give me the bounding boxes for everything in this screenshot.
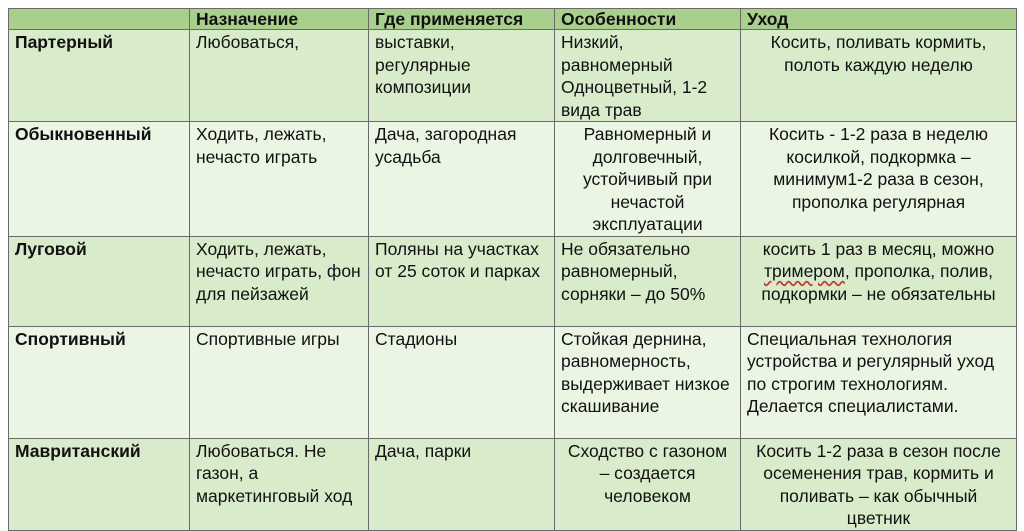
cell-where: Дача, парки	[369, 438, 555, 530]
cell-where: Дача, загородная усадьба	[369, 122, 555, 237]
cell-features: Стойкая дернина, равномерность, выдерживает низкое скашивание	[555, 326, 741, 438]
header-where: Где применяется	[369, 9, 555, 30]
header-features: Особенности	[555, 9, 741, 30]
row-name: Луговой	[9, 236, 190, 326]
care-text-c: , прополка, полив, подкормки – не обязательны	[761, 261, 996, 304]
table-row	[9, 30, 1017, 122]
cell-care	[741, 236, 1017, 326]
table-row	[9, 122, 1017, 237]
cell-purpose: Любоваться,	[190, 30, 369, 122]
header-row	[9, 9, 1017, 30]
spellcheck-word: тримером	[764, 261, 845, 281]
cell-care: Косить - 1-2 раза в неделю косилкой, подкормка – минимум1-2 раза в сезон, прополка регулярная	[741, 122, 1017, 237]
cell-purpose: Ходить, лежать, нечасто играть	[190, 122, 369, 237]
cell-care: Косить, поливать кормить, полоть каждую неделю	[741, 30, 1017, 122]
care-text-a: косить 1 раз в месяц, можно	[762, 238, 995, 259]
header-purpose: Назначение	[190, 9, 369, 30]
cell-purpose: Спортивные игры	[190, 326, 369, 438]
table-row	[9, 326, 1017, 438]
cell-purpose: Любоваться. Не газон, а маркетинговый ход	[190, 438, 369, 530]
cell-where: Поляны на участках от 25 соток и парках	[369, 236, 555, 326]
header-cell-empty	[9, 9, 190, 30]
row-name: Партерный	[9, 30, 190, 122]
cell-care: Специальная технология устройства и регулярный уход по строгим технологиям. Делается специалистами.	[741, 326, 1017, 438]
cell-where: Стадионы	[369, 326, 555, 438]
row-name: Спортивный	[9, 326, 190, 438]
cell-features: Низкий, равномерный Одноцветный, 1-2 вида трав	[555, 30, 741, 122]
table-row	[9, 236, 1017, 326]
lawn-types-table	[8, 8, 1017, 531]
row-name: Обыкновенный	[9, 122, 190, 237]
cell-where: выставки, регулярные композиции	[369, 30, 555, 122]
cell-features: Равномерный и долговечный, устойчивый при нечастой эксплуатации	[555, 122, 741, 237]
table-row	[9, 438, 1017, 530]
cell-features: Сходство с газоном – создается человеком	[555, 438, 741, 530]
header-care: Уход	[741, 9, 1017, 30]
row-name: Мавританский	[9, 438, 190, 530]
cell-features: Не обязательно равномерный, сорняки – до 50%	[555, 236, 741, 326]
cell-care: Косить 1-2 раза в сезон после осеменения трав, кормить и поливать – как обычный цветник	[741, 438, 1017, 530]
cell-purpose: Ходить, лежать, нечасто играть, фон для пейзажей	[190, 236, 369, 326]
